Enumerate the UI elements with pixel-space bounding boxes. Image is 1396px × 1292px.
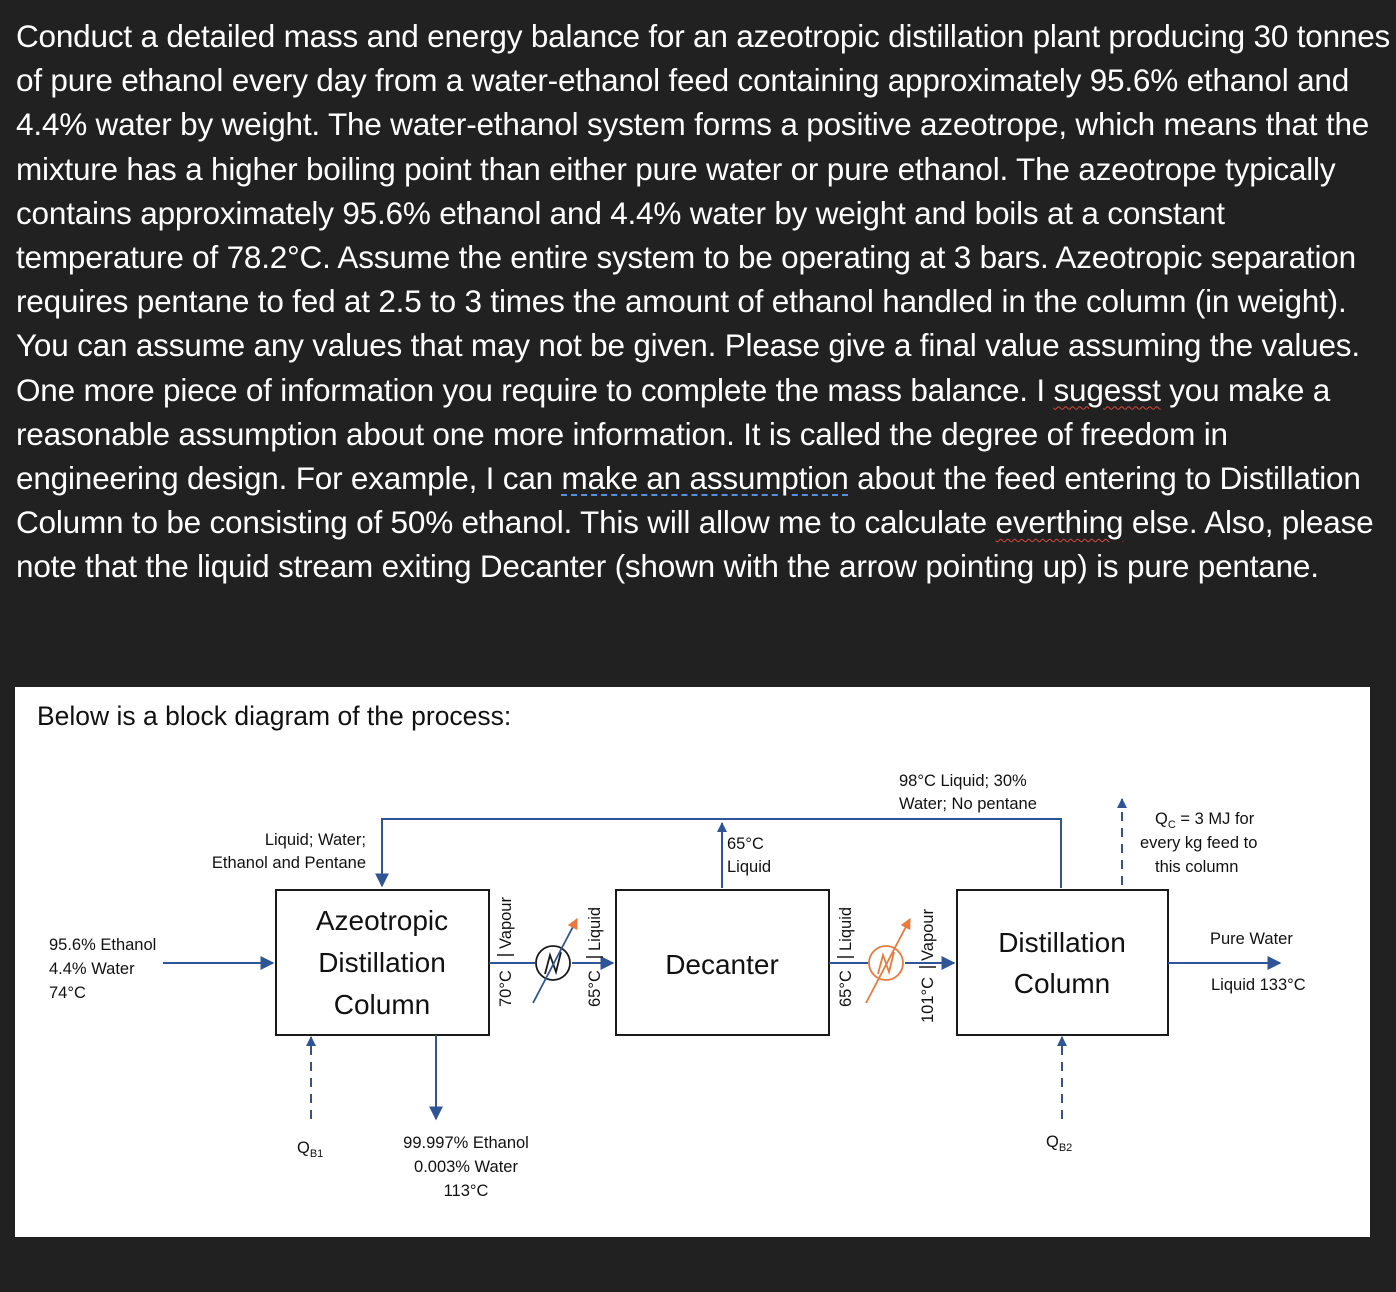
distillation-column-label-1: Distillation <box>998 927 1126 958</box>
pure-water-label: Pure Water <box>1210 930 1293 948</box>
azeotropic-column-label-3: Column <box>333 989 431 1020</box>
problem-text: you make a reasonable assumption about one more information. It is called the degree of freedom in engineering design. For example, I can <box>16 371 1331 497</box>
feed-temperature-label: 74°C <box>49 984 86 1002</box>
diagram-panel <box>15 687 1370 1237</box>
product-ethanol-label: 99.997% Ethanol <box>403 1134 529 1152</box>
distillation-column-block <box>957 890 1168 1035</box>
pure-water-condition: Liquid 133°C <box>1211 976 1306 994</box>
distillation-column-label-2: Column <box>1013 968 1111 999</box>
feed-ethanol-label: 95.6% Ethanol <box>49 936 157 954</box>
problem-text: else. Also, please note that the liquid stream exiting Decanter (shown with the arrow pointing up) is pure pentane. <box>16 504 1374 585</box>
cooled-liquid-phase: Liquid <box>586 906 604 951</box>
problem-paragraph <box>16 14 1391 589</box>
decanter-liquid-temp: 65°C <box>837 970 855 1007</box>
heated-vapour-temp: 101°C <box>919 976 937 1023</box>
product-temperature-label: 113°C <box>443 1182 489 1200</box>
recycle-label-2: Ethanol and Pentane <box>211 854 366 872</box>
feed-water-label: 4.4% Water <box>49 960 135 978</box>
product-water-label: 0.003% Water <box>414 1158 518 1176</box>
cooled-liquid-temp: 65°C <box>586 970 604 1007</box>
heated-vapour-phase: Vapour <box>919 909 937 961</box>
problem-statement <box>16 14 1391 589</box>
decanter-label: Decanter <box>665 949 779 980</box>
azeotropic-column-label-1: Azeotropic <box>315 905 449 936</box>
recycle-label-1: Liquid; Water; <box>264 831 366 849</box>
condenser-duty-label-1: $Q_C = 3$ MJ for <box>1155 810 1255 831</box>
misspelled-word: sugesst <box>1053 371 1161 408</box>
column-recycle-label-2: Water; No pentane <box>899 795 1037 813</box>
vapour-phase-1: Vapour <box>497 897 515 949</box>
column-recycle-label-1: 98°C Liquid; 30% <box>899 772 1027 790</box>
problem-text: about the feed entering to Distillation Column to be consisting of 50% ethanol. This will allow me to calculate <box>16 460 1361 541</box>
decanter-liquid-phase: Liquid <box>837 906 855 951</box>
diagram-caption: Below is a block diagram of the process: <box>37 701 512 731</box>
reboiler1-label: $Q_{B1}$ <box>297 1139 324 1160</box>
cooler-icon <box>533 919 577 1003</box>
problem-text: Conduct a detailed mass and energy balance for an azeotropic distillation plant producing 30 tonnes of pure ethanol every day from a water-ethanol feed containing approximately 95.6% ethanol and 4.4% water by weight. The water-ethanol system forms a positive azeotrope, which means that the mixture has a higher boiling point than either pure water or pure ethanol. The azeotrope typically contains approximately 95.6% ethanol and 4.4% water by weight and boils at a constant temperature of 78.2°C. Assume the entire system to be operating at 3 bars. Azeotropic separation requires pentane to fed at 2.5 to 3 times the amount of ethanol handled in the column (in weight). You can assume any values that may not be given. Please give a final value assuming the values. One more piece of information you require to complete the mass balance. I <box>16 18 1391 408</box>
azeotropic-column-label-2: Distillation <box>318 947 446 978</box>
condenser-duty-label-3: this column <box>1155 858 1239 876</box>
process-flow-diagram <box>15 687 1370 1237</box>
misspelled-word: everthing <box>995 504 1124 541</box>
condenser-duty-label-2: every kg feed to <box>1140 834 1258 852</box>
reboiler2-label: $Q_{B2}$ <box>1046 1133 1073 1154</box>
heater-icon <box>866 919 910 1003</box>
grammar-flagged-phrase: make an assumption <box>561 460 849 497</box>
decanter-out-temp: 65°C <box>727 835 764 853</box>
decanter-out-phase: Liquid <box>727 858 772 876</box>
vapour-temp-1: 70°C <box>497 970 515 1007</box>
